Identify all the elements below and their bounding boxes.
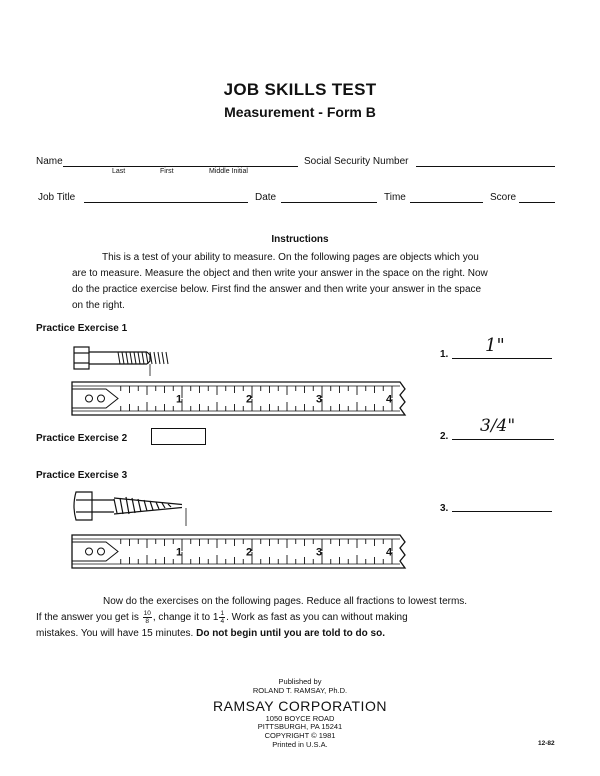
- tape-number: 4: [386, 546, 393, 559]
- answer-1-number: 1.: [440, 349, 449, 360]
- fraction-ten-eighths: [143, 610, 152, 625]
- tape-number: 1: [176, 393, 183, 406]
- closing-line: [36, 610, 566, 626]
- job-title-field[interactable]: [84, 202, 248, 203]
- screw-outline: [114, 498, 182, 514]
- answer-3-line[interactable]: [452, 511, 552, 512]
- printed-in: Printed in U.S.A.: [272, 740, 328, 749]
- tape-number: 2: [246, 546, 253, 559]
- tape-number: 4: [386, 393, 393, 406]
- closing-text-part: mistakes. You will have 15 minutes.: [36, 628, 194, 640]
- exercise-2-label: Practice Exercise 2: [36, 433, 128, 444]
- closing-text-part: . Work as fast as you can without making: [226, 612, 408, 624]
- publisher-author: ROLAND T. RAMSAY, Ph.D.: [252, 686, 348, 695]
- closing-text: [36, 594, 566, 642]
- instructions-line: do the practice exercise below. First find the answer and then write your answer in the space: [72, 284, 482, 295]
- instructions-line: are to measure. Measure the object and then write your answer in the space on the right. Now: [72, 268, 488, 279]
- address-line-1: 1050 BOYCE ROAD: [265, 714, 335, 723]
- fraction-numerator: 1: [220, 610, 225, 617]
- fraction-denominator: 8: [145, 618, 150, 625]
- name-field[interactable]: [63, 166, 298, 167]
- page-title: JOB SKILLS TEST: [223, 80, 377, 99]
- date-field[interactable]: [281, 202, 377, 203]
- copyright: COPYRIGHT © 1981: [264, 731, 336, 740]
- ssn-field[interactable]: [416, 166, 555, 167]
- time-label: Time: [384, 192, 406, 203]
- tape-outline: [72, 535, 405, 568]
- closing-text-part: If the answer you get is: [36, 612, 139, 624]
- answer-3-number: 3.: [440, 503, 449, 514]
- date-label: Date: [255, 192, 277, 203]
- instructions-line: on the right.: [72, 300, 125, 311]
- address-line-2: PITTSBURGH, PA 15241: [257, 722, 343, 731]
- ssn-label: Social Security Number: [304, 156, 409, 167]
- bolt-threads: [118, 352, 168, 364]
- subtitle-text: Measurement: [224, 104, 315, 120]
- fraction-denominator: 4: [220, 618, 225, 625]
- name-label: Name: [36, 156, 63, 167]
- published-by: Published by: [278, 677, 322, 686]
- page-subtitle: [0, 104, 600, 120]
- tape-measure-1: [72, 381, 412, 417]
- form-label: Form B: [326, 104, 376, 120]
- exercise-1-label: Practice Exercise 1: [36, 323, 128, 334]
- answer-1-handwritten: 1": [485, 335, 505, 356]
- job-title-label: Job Title: [38, 192, 76, 203]
- name-middle-caption: Middle Initial: [209, 168, 248, 175]
- answer-1-line[interactable]: [452, 358, 552, 359]
- closing-line: Now do the exercises on the following pages. Reduce all fractions to lowest terms.: [103, 596, 468, 607]
- time-field[interactable]: [410, 202, 483, 203]
- tape-number: 1: [176, 546, 183, 559]
- answer-2-line[interactable]: [452, 439, 554, 440]
- closing-text-part: , change it to 1: [152, 612, 219, 624]
- tape-number: 3: [316, 393, 323, 406]
- name-first-caption: First: [160, 168, 174, 175]
- instructions-text: [72, 250, 562, 314]
- form-code: 12-82: [538, 740, 555, 747]
- exercise-2-rectangle: [151, 428, 206, 445]
- tape-measure-2: [72, 534, 412, 570]
- tape-number: 2: [246, 393, 253, 406]
- exercise-3-label: Practice Exercise 3: [36, 470, 128, 481]
- instructions-line: This is a test of your ability to measure. On the following pages are objects which you: [102, 252, 479, 263]
- bolt-head: [74, 347, 89, 369]
- instructions-heading: Instructions: [271, 234, 329, 245]
- tape-number: 3: [316, 546, 323, 559]
- answer-2-handwritten: 3/4": [480, 416, 516, 436]
- company-name: RAMSAY CORPORATION: [213, 698, 387, 714]
- screw-head: [74, 492, 92, 520]
- score-field[interactable]: [519, 202, 555, 203]
- closing-line: [36, 626, 566, 642]
- screw-shank: [92, 500, 114, 512]
- fraction-numerator: 10: [143, 610, 151, 617]
- subtitle-separator: -: [318, 104, 323, 120]
- lag-screw-figure: [70, 486, 200, 532]
- score-label: Score: [490, 192, 517, 203]
- do-not-begin-warning: Do not begin until you are told to do so.: [196, 628, 385, 640]
- tape-outline: [72, 382, 405, 415]
- bolt-1-figure: [70, 340, 160, 380]
- answer-2-number: 2.: [440, 431, 449, 442]
- fraction-one-quarter: [219, 610, 225, 625]
- name-last-caption: Last: [112, 168, 126, 175]
